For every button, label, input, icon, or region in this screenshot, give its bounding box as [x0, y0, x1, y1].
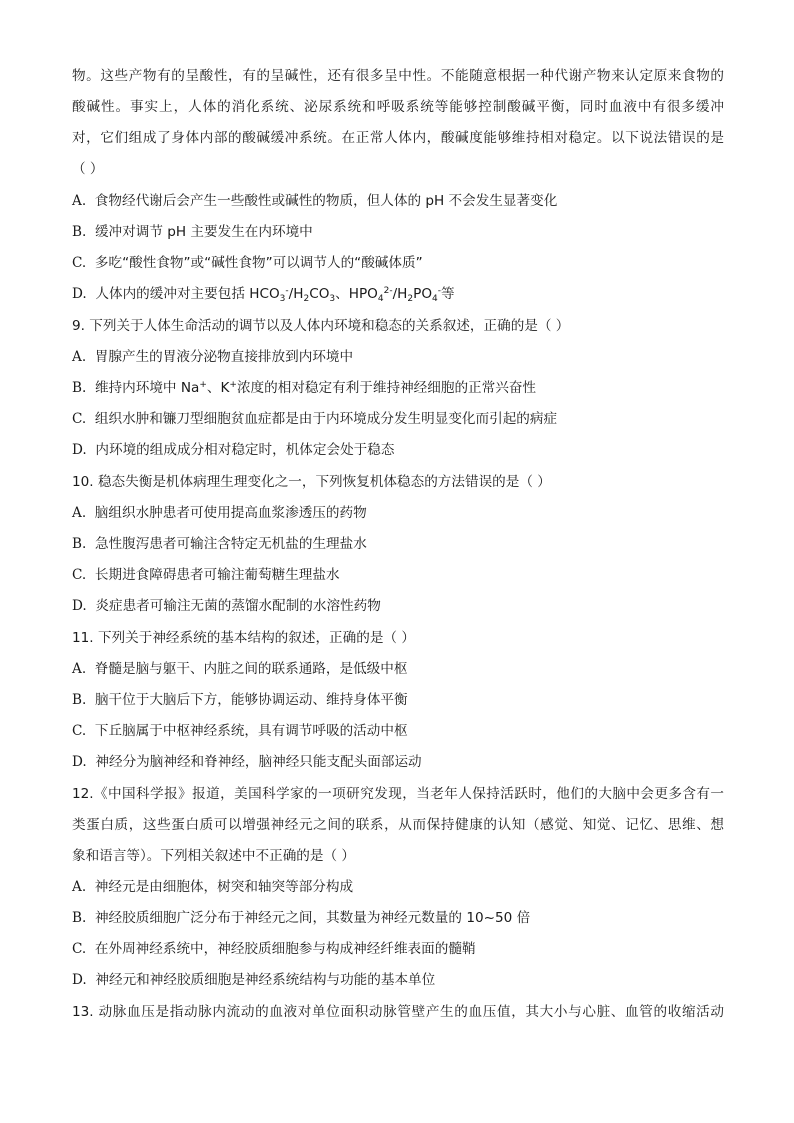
q8-answer-blank: （ ）	[72, 161, 104, 177]
option-text: 食物经代谢后会产生一些酸性或碱性的物质，但人体的 pH 不会发生显著变化	[94, 193, 558, 209]
option-text: 神经胶质细胞广泛分布于神经元之间，其数量为神经元数量的 10~50 倍	[94, 910, 531, 926]
option-text	[95, 286, 454, 302]
option-label: A.	[72, 661, 87, 677]
superscript: -	[285, 286, 289, 296]
text-part: /H	[392, 286, 408, 302]
option-label: C.	[72, 411, 87, 427]
option-label: C.	[72, 941, 87, 957]
text-part: 人体内的缓冲对主要包括 HCO	[95, 286, 280, 302]
subscript: 2	[303, 294, 310, 304]
option-label: B.	[72, 380, 87, 396]
q9-option-a	[72, 347, 353, 367]
superscript: +	[199, 380, 207, 390]
option-text: 炎症患者可输注无菌的蒸馏水配制的水溶性药物	[95, 598, 381, 614]
option-text: 长期进食障碍患者可输注葡萄糖生理盐水	[94, 567, 340, 583]
text-part: 维持内环境中 Na	[94, 380, 200, 396]
option-text: 内环境的组成成分相对稳定时，机体定会处于稳态	[95, 442, 395, 458]
option-text: 脑干位于大脑后下方，能够协调运动、维持身体平衡	[94, 692, 408, 708]
text-part: 等	[441, 286, 455, 302]
subscript: 3	[329, 294, 336, 304]
subscript: 4	[377, 294, 384, 304]
text-part: 、HPO	[335, 286, 378, 302]
q8-option-d	[72, 284, 455, 306]
option-label: C.	[72, 723, 87, 739]
text-part: CO	[309, 286, 330, 302]
option-label: D.	[72, 598, 87, 614]
q12-option-b	[72, 908, 530, 928]
option-text	[95, 380, 536, 396]
q10-option-d	[72, 596, 381, 616]
q12-stem-line: 象和语言等）。下列相关叙述中不正确的是（ ）	[72, 848, 355, 864]
q10-option-b	[72, 534, 367, 554]
q9-option-d	[72, 440, 394, 460]
option-text: 神经元是由细胞体，树突和轴突等部分构成	[94, 879, 354, 895]
option-label: B.	[72, 224, 87, 240]
q11-option-b	[72, 690, 408, 710]
superscript: +	[229, 380, 237, 390]
option-label: D.	[72, 754, 87, 770]
option-label: B.	[72, 910, 87, 926]
q10-option-a	[72, 503, 367, 523]
option-text: 组织水肿和镰刀型细胞贫血症都是由于内环境成分发生明显变化而引起的病症	[94, 411, 558, 427]
q8-option-b	[72, 222, 313, 242]
option-label: C.	[72, 255, 87, 271]
q8-stem-line: 物。这些产物有的呈酸性，有的呈碱性，还有很多呈中性。不能随意根据一种代谢产物来认定原来食物的	[72, 68, 724, 84]
option-label: D.	[72, 442, 87, 458]
q12-option-c	[72, 939, 476, 959]
superscript: 2-	[383, 286, 393, 296]
q11-option-d	[72, 752, 422, 772]
text-part: 浓度的相对稳定有利于维持神经细胞的正常兴奋性	[236, 380, 537, 396]
q8-stem-line: 酸碱性。事实上，人体的消化系统、泌尿系统和呼吸系统等能够控制酸碱平衡，同时血液中有很多缓冲	[72, 99, 724, 115]
option-label: A.	[72, 349, 87, 365]
q12-option-d	[72, 970, 435, 990]
option-text: 下丘脑属于中枢神经系统，具有调节呼吸的活动中枢	[94, 723, 408, 739]
option-text: 缓冲对调节 pH 主要发生在内环境中	[94, 224, 313, 240]
q12-stem-line: 12.《中国科学报》报道，美国科学家的一项研究发现，当老年人保持活跃时，他们的大脑中会更多含有一	[72, 786, 724, 802]
superscript: -	[437, 286, 442, 296]
text-part: PO	[413, 286, 433, 302]
option-label: A.	[72, 193, 87, 209]
q8-option-c	[72, 253, 423, 273]
q12-option-a	[72, 877, 353, 897]
option-text: 脑组织水肿患者可使用提高血浆渗透压的药物	[94, 505, 367, 521]
option-label: D.	[72, 972, 87, 988]
option-label: A.	[72, 879, 87, 895]
subscript: 4	[432, 294, 438, 304]
option-label: D.	[72, 286, 87, 302]
q10-option-c	[72, 565, 340, 585]
q8-option-a	[72, 191, 557, 211]
option-text: 脊髓是脑与躯干、内脏之间的联系通路，是低级中枢	[94, 661, 408, 677]
subscript: 2	[407, 294, 414, 304]
q11-option-a	[72, 659, 407, 679]
q8-stem-line: 对，它们组成了身体内部的酸碱缓冲系统。在正常人体内，酸碱度能够维持相对稳定。以下说法错误的是	[72, 130, 724, 146]
q9-option-c	[72, 409, 557, 429]
option-text: 神经分为脑神经和脊神经，脑神经只能支配头面部运动	[95, 754, 422, 770]
option-text: 胃腺产生的胃液分泌物直接排放到内环境中	[94, 349, 354, 365]
subscript: 3	[279, 294, 286, 304]
q10-stem: 10. 稳态失衡是机体病理生理变化之一，下列恢复机体稳态的方法错误的是（ ）	[72, 474, 551, 490]
option-label: C.	[72, 567, 87, 583]
option-text: 在外周神经系统中，神经胶质细胞参与构成神经纤维表面的髓鞘	[94, 941, 476, 957]
q9-option-b	[72, 378, 536, 400]
q9-stem: 9. 下列关于人体生命活动的调节以及人体内环境和稳态的关系叙述，正确的是（ ）	[72, 318, 570, 334]
option-text: 神经元和神经胶质细胞是神经系统结构与功能的基本单位	[95, 972, 436, 988]
option-text: 多吃“酸性食物”或“碱性食物”可以调节人的“酸碱体质”	[94, 255, 423, 271]
q11-option-c	[72, 721, 408, 741]
option-label: A.	[72, 505, 87, 521]
text-part: /H	[288, 286, 304, 302]
option-label: B.	[72, 536, 87, 552]
text-part: 、K	[206, 380, 230, 396]
q12-stem-line: 类蛋白质，这些蛋白质可以增强神经元之间的联系，从而保持健康的认知（感觉、知觉、记忆、思维、想	[72, 817, 724, 833]
q11-stem: 11. 下列关于神经系统的基本结构的叙述，正确的是（ ）	[72, 630, 415, 646]
option-label: B.	[72, 692, 87, 708]
q13-stem-line: 13. 动脉血压是指动脉内流动的血液对单位面积动脉管壁产生的血压值，其大小与心脏、血管的收缩活动	[72, 1004, 724, 1020]
option-text: 急性腹泻患者可输注含特定无机盐的生理盐水	[94, 536, 367, 552]
